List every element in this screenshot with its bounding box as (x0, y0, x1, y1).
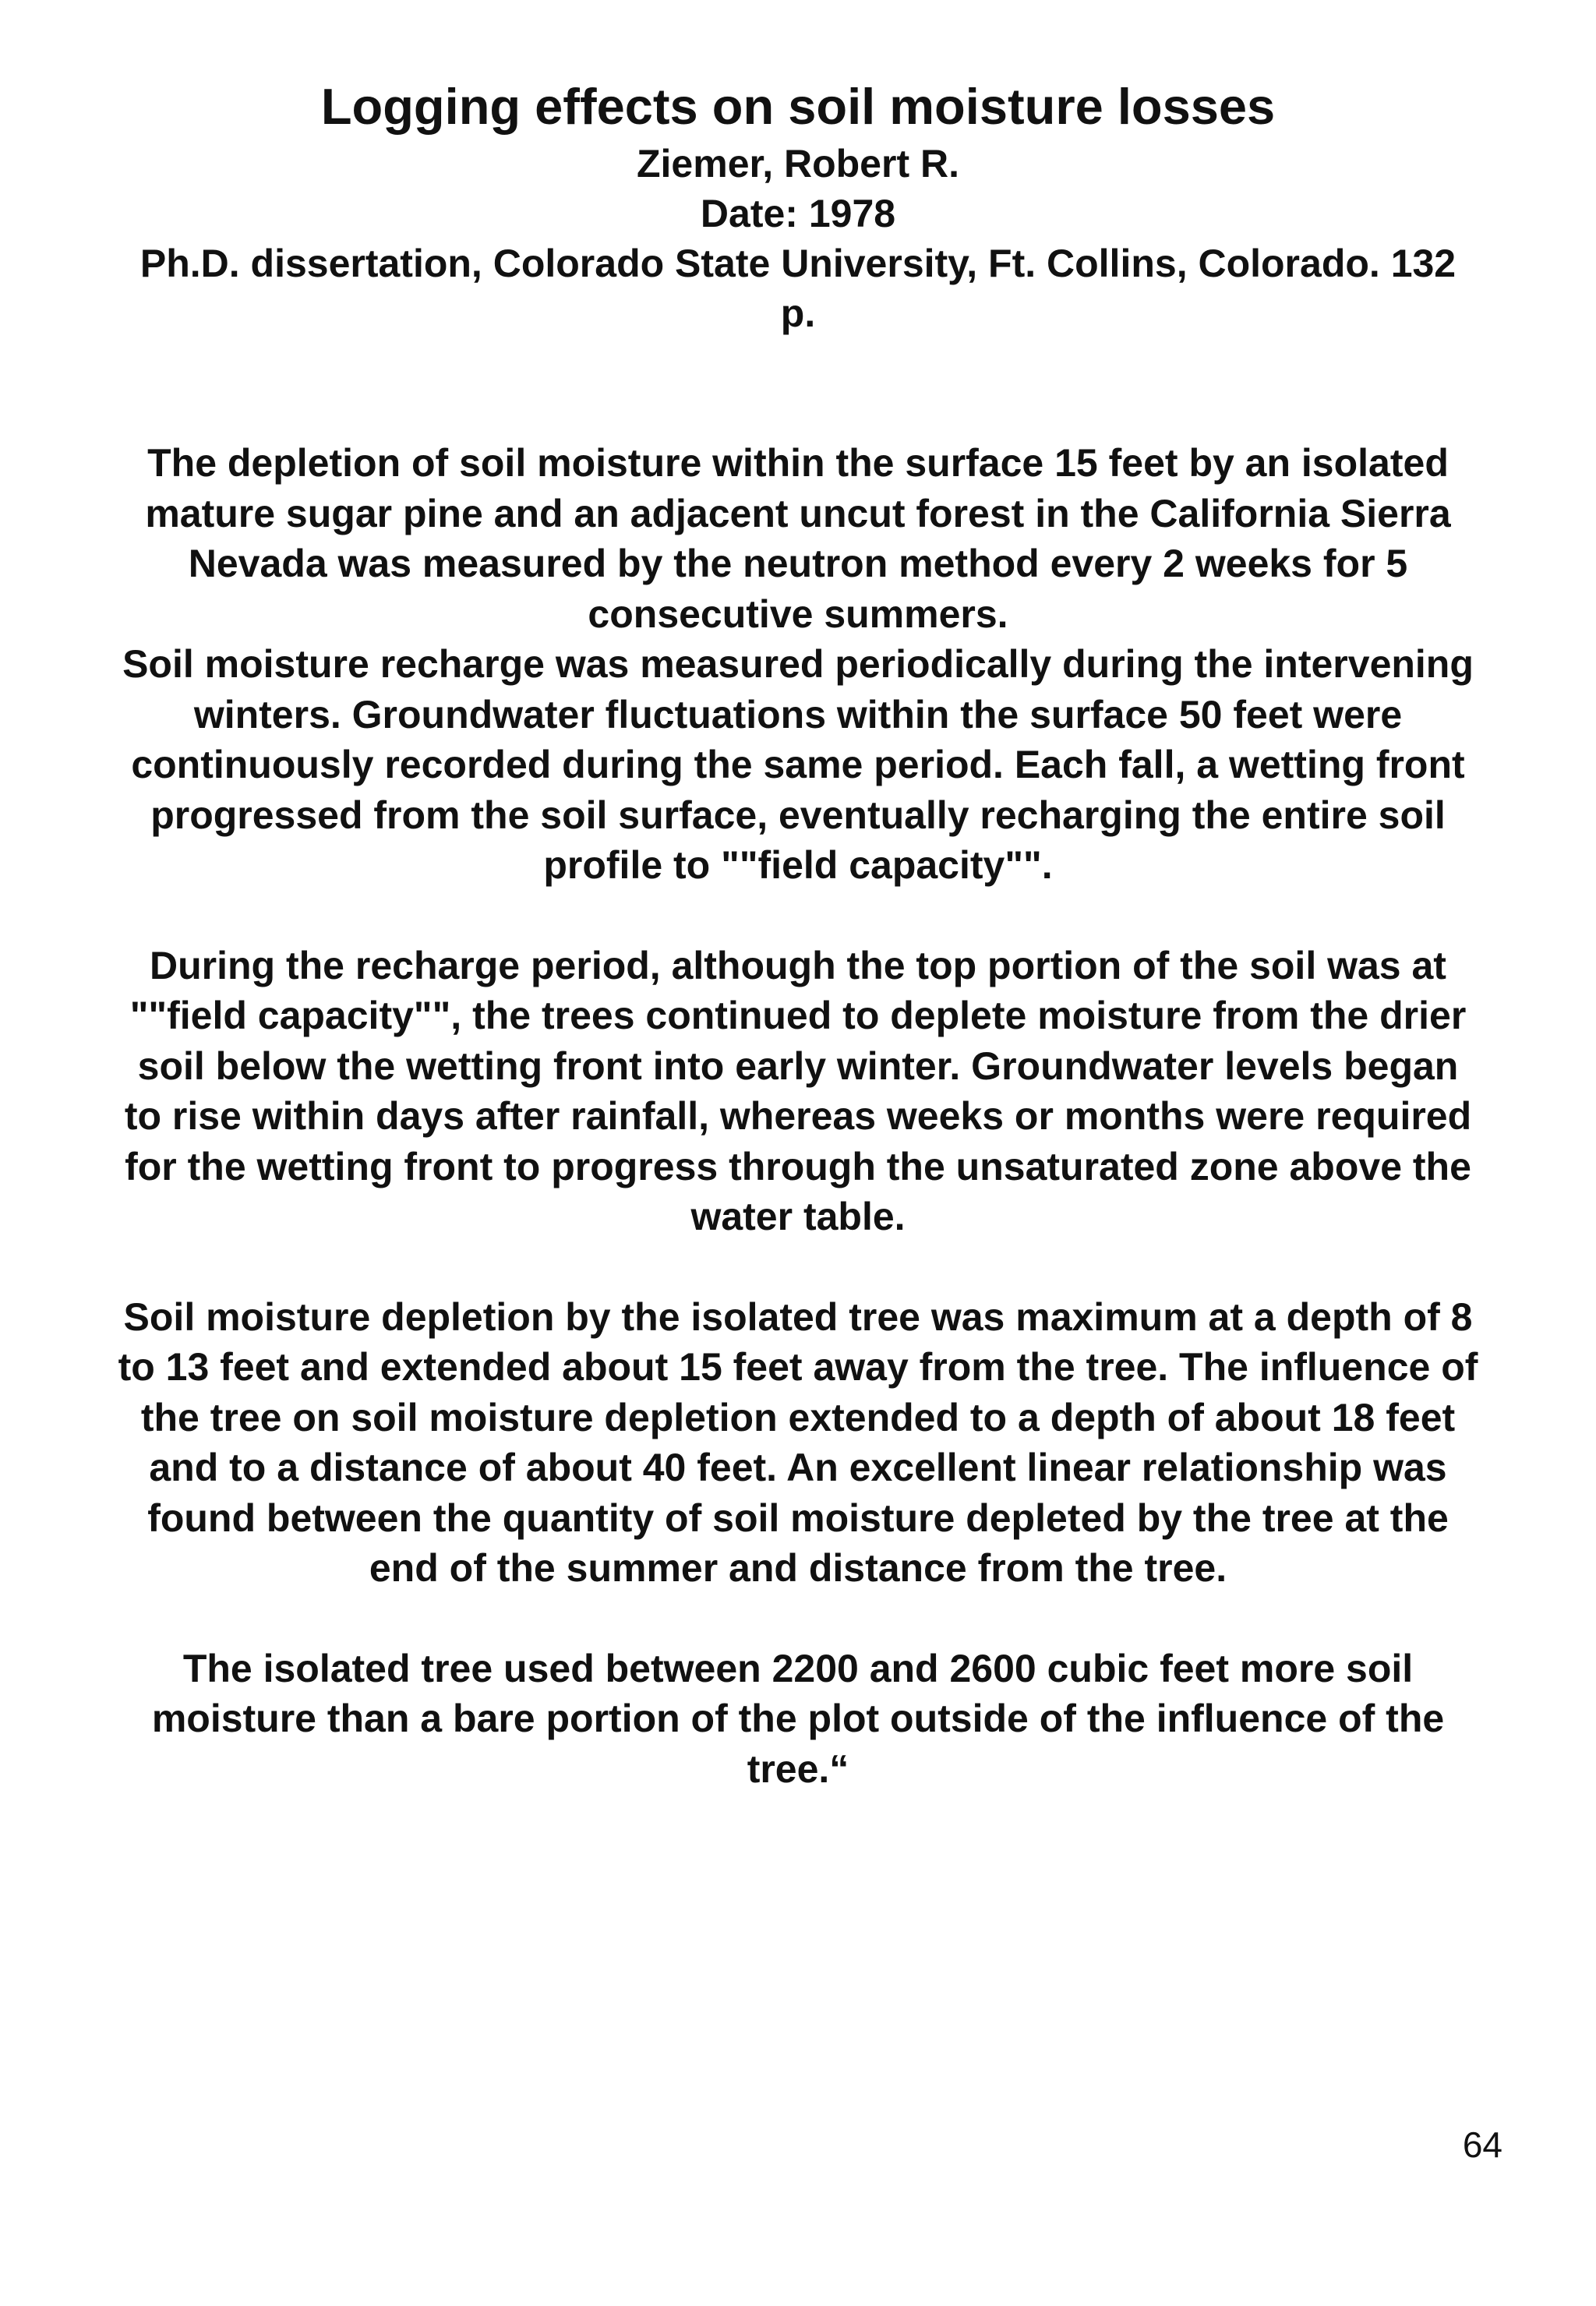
document-header (62, 75, 1534, 338)
paragraph-2: Soil moisture recharge was measured periodically during the intervening winters. Groundwater fluctuations within the surface 50 feet were continuously recorded during the same period. Each fall, a wetting front progressed from the soil surface, eventually recharging the entire soil profile to ""field capacity"". (122, 642, 1474, 887)
page-number: 64 (1462, 2124, 1502, 2165)
paragraph-spacer (62, 1242, 1534, 1292)
abstract-body (62, 438, 1534, 1794)
paragraph-1: The depletion of soil moisture within the surface 15 feet by an isolated mature sugar pine and an adjacent uncut forest in the California Sierra Nevada was measured by the neutron method every 2 weeks for 5 consecutive summers. (145, 441, 1451, 636)
paragraph-spacer (62, 1594, 1534, 1644)
paragraph-3: During the recharge period, although the top portion of the soil was at ""field capacity"", the trees continued to deplete moisture from the drier soil below the wetting front into early winter. Groundwater levels began to rise within days after rainfall, whereas weeks or months were required for the wetting front to progress through the unsaturated zone above the water table. (124, 943, 1472, 1238)
paragraph-4: Soil moisture depletion by the isolated tree was maximum at a depth of 8 to 13 feet and extended about 15 feet away from the tree. The influence of the tree on soil moisture depletion extended to a depth of about 18 feet and to a distance of about 40 feet. An excellent linear relationship was found between the quantity of soil moisture depleted by the tree at the end of the summer and distance from the tree. (118, 1294, 1478, 1590)
paragraph-5: The isolated tree used between 2200 and 2600 cubic feet more soil moisture than a bare portion of the plot outside of the influence of the tree.“ (151, 1646, 1445, 1791)
date-line: Date: 1978 (700, 192, 896, 235)
source-line: Ph.D. dissertation, Colorado State University, Ft. Collins, Colorado. 132 (139, 242, 1457, 285)
source-line-continued: p. (780, 291, 816, 335)
paragraph-spacer (62, 891, 1534, 941)
document-title: Logging effects on soil moisture losses (320, 78, 1276, 135)
author-line: Ziemer, Robert R. (637, 142, 959, 185)
